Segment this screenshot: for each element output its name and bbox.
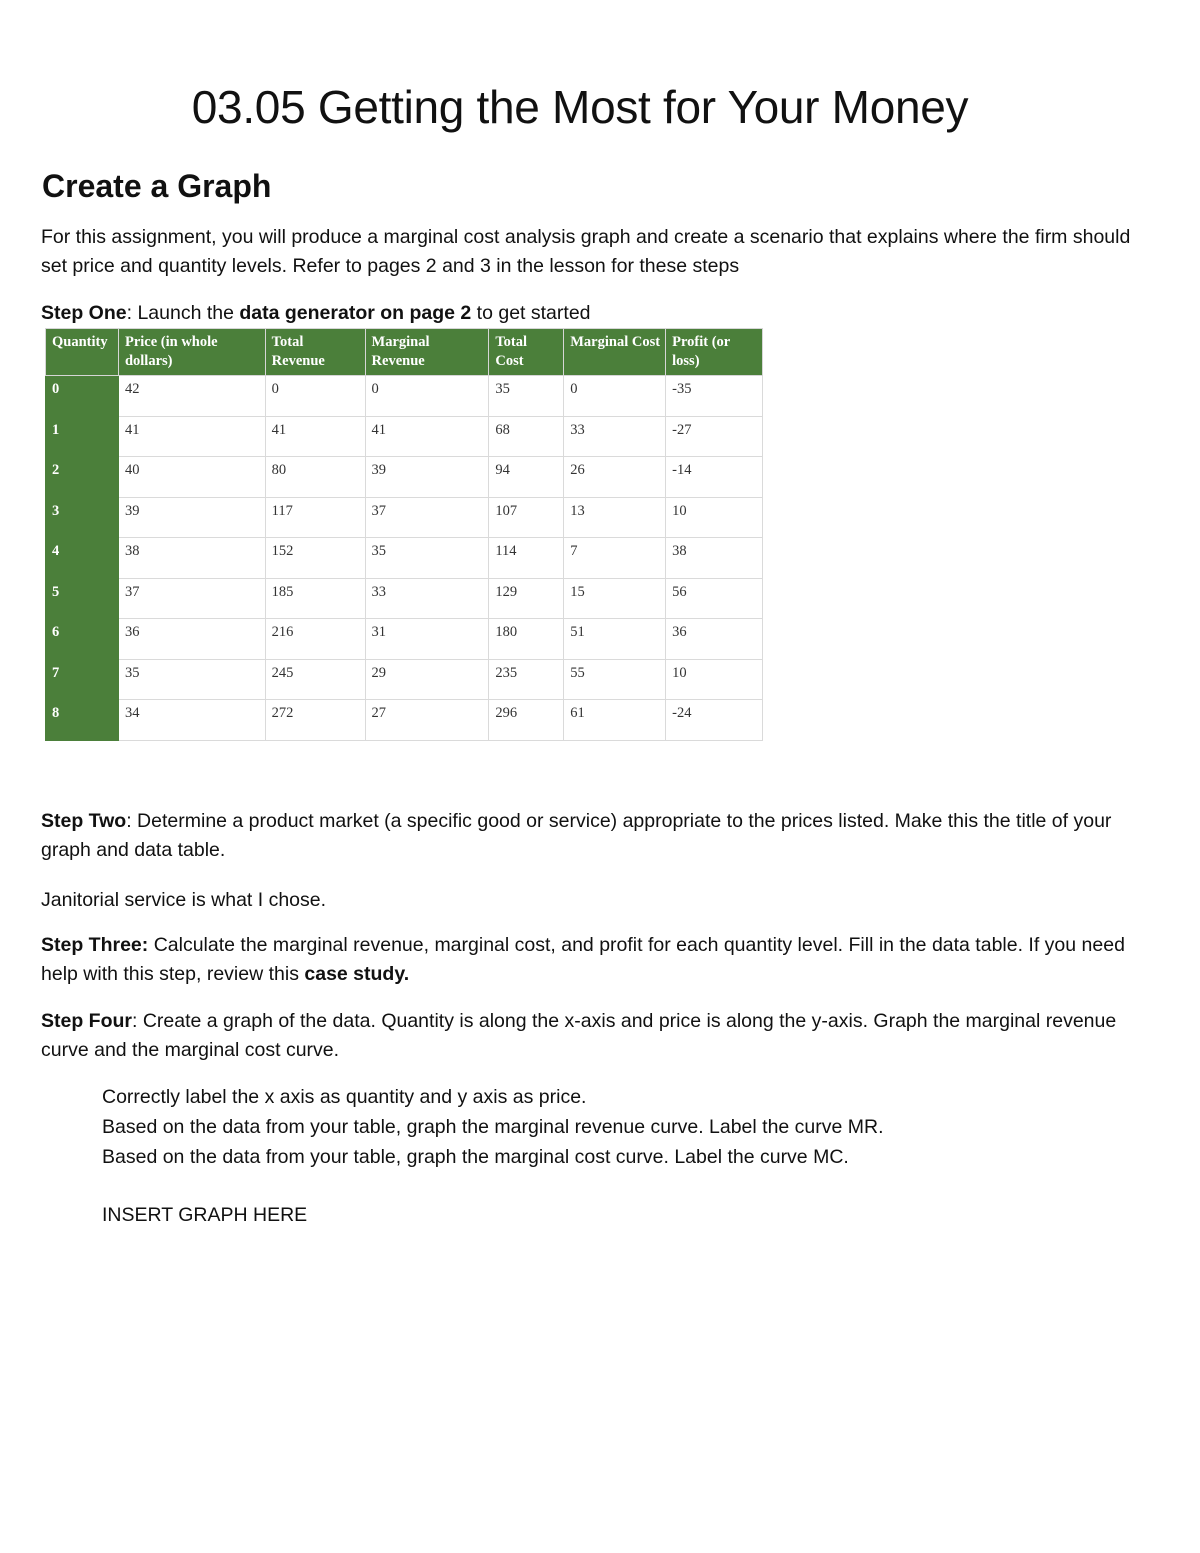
- step-three-paragraph: [41, 931, 1161, 989]
- table-row: [46, 659, 763, 700]
- quantity-cell: 0: [46, 376, 119, 417]
- graph-instructions: [102, 1082, 884, 1172]
- table-cell: 39: [118, 497, 265, 538]
- table-cell: 51: [564, 619, 666, 660]
- case-study-link[interactable]: case study.: [304, 963, 410, 985]
- table-cell: 40: [118, 457, 265, 498]
- table-cell: 29: [365, 659, 489, 700]
- table-cell: 13: [564, 497, 666, 538]
- step-two-paragraph: [41, 807, 1161, 865]
- table-cell: 35: [118, 659, 265, 700]
- section-heading: Create a Graph: [42, 168, 272, 204]
- step-three-text: Calculate the marginal revenue, marginal cost, and profit for each quantity level. Fill in the data table. If you need help with this step, review this: [41, 934, 1125, 985]
- step-two-text: : Determine a product market (a specific good or service) appropriate to the prices listed. Make this the title of your graph and data table.: [41, 810, 1112, 861]
- quantity-cell: 5: [46, 578, 119, 619]
- table-cell: 94: [489, 457, 564, 498]
- quantity-cell: 7: [46, 659, 119, 700]
- table-row: [46, 538, 763, 579]
- quantity-cell: 6: [46, 619, 119, 660]
- table-cell: 36: [118, 619, 265, 660]
- instruction-item: Correctly label the x axis as quantity and y axis as price.: [102, 1086, 587, 1108]
- table-cell: 37: [118, 578, 265, 619]
- insert-graph-placeholder: INSERT GRAPH HERE: [102, 1204, 308, 1226]
- table-row: [46, 376, 763, 417]
- table-row: [46, 619, 763, 660]
- table-cell: 36: [666, 619, 763, 660]
- table-header-cell: Price (in whole dollars): [118, 329, 265, 376]
- quantity-cell: 3: [46, 497, 119, 538]
- table-cell: 27: [365, 700, 489, 741]
- table-cell: 117: [265, 497, 365, 538]
- step-two-label: Step Two: [41, 810, 127, 832]
- chosen-market-answer: Janitorial service is what I chose.: [41, 889, 327, 911]
- table-header-cell: Total Revenue: [265, 329, 365, 376]
- table-header-cell: Marginal Cost: [564, 329, 666, 376]
- table-cell: 129: [489, 578, 564, 619]
- table-cell: 33: [564, 416, 666, 457]
- page-title: 03.05 Getting the Most for Your Money: [191, 81, 969, 133]
- step-four-paragraph: [41, 1007, 1161, 1065]
- table-cell: 80: [265, 457, 365, 498]
- table-cell: 185: [265, 578, 365, 619]
- instruction-item: Based on the data from your table, graph the marginal cost curve. Label the curve MC.: [102, 1146, 849, 1168]
- table-cell: 41: [118, 416, 265, 457]
- table-cell: 41: [365, 416, 489, 457]
- data-generator-link[interactable]: data generator on page 2: [239, 302, 472, 324]
- table-cell: 37: [365, 497, 489, 538]
- step-one-label: Step One: [41, 302, 127, 324]
- quantity-cell: 4: [46, 538, 119, 579]
- table-cell: 68: [489, 416, 564, 457]
- table-cell: 0: [564, 376, 666, 417]
- table-cell: 35: [365, 538, 489, 579]
- step-four-label: Step Four: [41, 1010, 132, 1032]
- quantity-cell: 1: [46, 416, 119, 457]
- table-row: [46, 457, 763, 498]
- table-cell: 15: [564, 578, 666, 619]
- table-cell: 55: [564, 659, 666, 700]
- data-table: [45, 328, 763, 741]
- instruction-item: Based on the data from your table, graph the marginal revenue curve. Label the curve MR.: [102, 1116, 884, 1138]
- table-cell: 235: [489, 659, 564, 700]
- quantity-cell: 2: [46, 457, 119, 498]
- table-cell: -35: [666, 376, 763, 417]
- table-header-row: [46, 329, 763, 376]
- table-header-cell: Profit (or loss): [666, 329, 763, 376]
- table-cell: -27: [666, 416, 763, 457]
- step-one-text-a: : Launch the: [126, 302, 240, 324]
- table-cell: 216: [265, 619, 365, 660]
- table-cell: 42: [118, 376, 265, 417]
- table-row: [46, 700, 763, 741]
- table-cell: 245: [265, 659, 365, 700]
- table-cell: 180: [489, 619, 564, 660]
- table-header-cell: Total Cost: [489, 329, 564, 376]
- step-four-text: : Create a graph of the data. Quantity is along the x-axis and price is along the y-axis. Graph the marginal revenue curve and the marginal cost curve.: [41, 1010, 1117, 1061]
- table-cell: 272: [265, 700, 365, 741]
- table-cell: 107: [489, 497, 564, 538]
- quantity-cell: 8: [46, 700, 119, 741]
- table-row: [46, 578, 763, 619]
- table-cell: -24: [666, 700, 763, 741]
- table-cell: 61: [564, 700, 666, 741]
- table-row: [46, 497, 763, 538]
- table-cell: 38: [118, 538, 265, 579]
- table-cell: 0: [265, 376, 365, 417]
- table-cell: -14: [666, 457, 763, 498]
- step-one-text-b: to get started: [471, 302, 591, 324]
- table-cell: 33: [365, 578, 489, 619]
- table-cell: 10: [666, 497, 763, 538]
- intro-paragraph: For this assignment, you will produce a marginal cost analysis graph and create a scenario that explains where the firm should set price and quantity levels. Refer to pages 2 and 3 in the lesson for these steps: [41, 226, 1131, 277]
- table-cell: 10: [666, 659, 763, 700]
- table-cell: 26: [564, 457, 666, 498]
- table-header-cell: Marginal Revenue: [365, 329, 489, 376]
- table-cell: 41: [265, 416, 365, 457]
- table-cell: 35: [489, 376, 564, 417]
- table-cell: 31: [365, 619, 489, 660]
- table-cell: 7: [564, 538, 666, 579]
- table-cell: 0: [365, 376, 489, 417]
- step-one-paragraph: [41, 299, 591, 328]
- table-cell: 296: [489, 700, 564, 741]
- table-cell: 39: [365, 457, 489, 498]
- table-cell: 114: [489, 538, 564, 579]
- table-cell: 56: [666, 578, 763, 619]
- step-three-label: Step Three:: [41, 934, 149, 956]
- table-row: [46, 416, 763, 457]
- table-cell: 34: [118, 700, 265, 741]
- table-header-cell: Quantity: [46, 329, 119, 376]
- table-cell: 152: [265, 538, 365, 579]
- table-cell: 38: [666, 538, 763, 579]
